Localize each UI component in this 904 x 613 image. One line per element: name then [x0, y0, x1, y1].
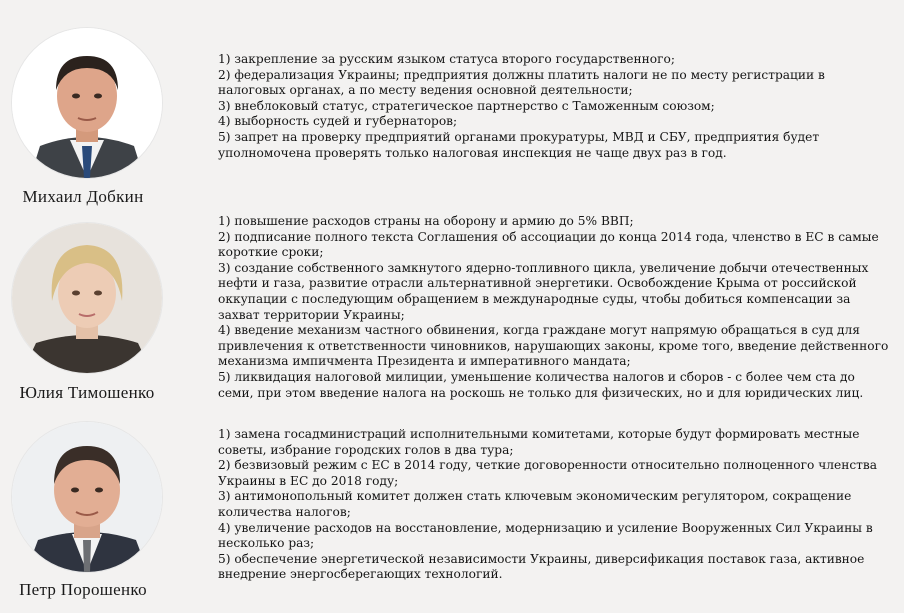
program-point: 1) замена госадминистраций исполнительными комитетами, которые будут формировать местные советы, избрание городских голов в два тура;: [218, 427, 860, 457]
program-point: 3) внеблоковый статус, стратегическое партнерство с Таможенным союзом;: [218, 98, 715, 113]
program-point: 2) подписание полного текста Соглашения об ассоциации до конца 2014 года, членство в ЕС в самые короткие сроки;: [218, 229, 879, 260]
program-point: 5) ликвидация налоговой милиции, уменьшение количества налогов и сборов - с более чем ста до семи, при этом введение налога на роскошь не только для физических, но и для юридических лиц.: [218, 369, 864, 400]
portrait-photo: [12, 28, 162, 178]
portrait-photo: [12, 422, 162, 572]
program-point: 4) введение механизм частного обвинения, когда граждане могут напрямую обращаться в суд для привлечения к ответственности чиновников, нарушающих законы, кроме того, введение действенного механизма импичмента Президента и императивного мандата;: [218, 323, 889, 369]
person-portrait-icon: [12, 422, 162, 572]
program-point: 3) антимонопольный комитет должен стать ключевым экономическим регулятором, сокращение количества налогов;: [218, 489, 852, 519]
program-point: 4) увеличение расходов на восстановление, модернизацию и усиление Вооруженных Сил Украины в несколько раз;: [218, 520, 873, 551]
program-list: [218, 52, 890, 161]
program-list: [218, 427, 890, 583]
program-point: 2) безвизовый режим с ЕС в 2014 году, четкие договоренности относительно полноценного членства Украины в ЕС до 2018 году;: [218, 458, 878, 488]
portrait-photo: [12, 223, 162, 373]
candidate-timoshenko: [0, 205, 904, 410]
candidate-name: Петр Порошенко: [19, 580, 147, 599]
candidate-poroshenko: [0, 410, 904, 613]
program-point: 3) создание собственного замкнутого ядерно-топливного цикла, увеличение добычи отечественных нефти и газа, развитие отрасли альтернативной энергетики. Освобождение Крыма от российской оккупации с последующим обращением в международные суды, чтобы добиться компенсации за захват территории Украины;: [218, 260, 869, 322]
program-point: 1) закрепление за русским языком статуса второго государственного;: [218, 52, 675, 66]
program-point: 4) выборность судей и губернаторов;: [218, 114, 458, 129]
candidate-dobkin: [0, 0, 904, 205]
person-portrait-icon: [12, 223, 162, 373]
person-portrait-icon: [12, 28, 162, 178]
program-point: 2) федерализация Украины; предприятия должны платить налоги не по месту регистрации в налоговых органах, а по месту ведения основной деятельности;: [218, 67, 825, 98]
program-point: 1) повышение расходов страны на оборону и армию до 5% ВВП;: [218, 214, 634, 228]
program-point: 5) запрет на проверку предприятий органами прокуратуры, МВД и СБУ, предприятия будет уполномочена проверять только налоговая инспекция не чаще двух раз в год.: [218, 129, 820, 160]
candidate-name: Юлия Тимошенко: [19, 383, 155, 402]
program-list: [218, 214, 890, 401]
program-point: 5) обеспечение энергетической независимости Украины, диверсификация поставок газа, активное внедрение энергосберегающих технологий.: [218, 551, 865, 582]
candidate-name: Михаил Добкин: [22, 187, 144, 206]
